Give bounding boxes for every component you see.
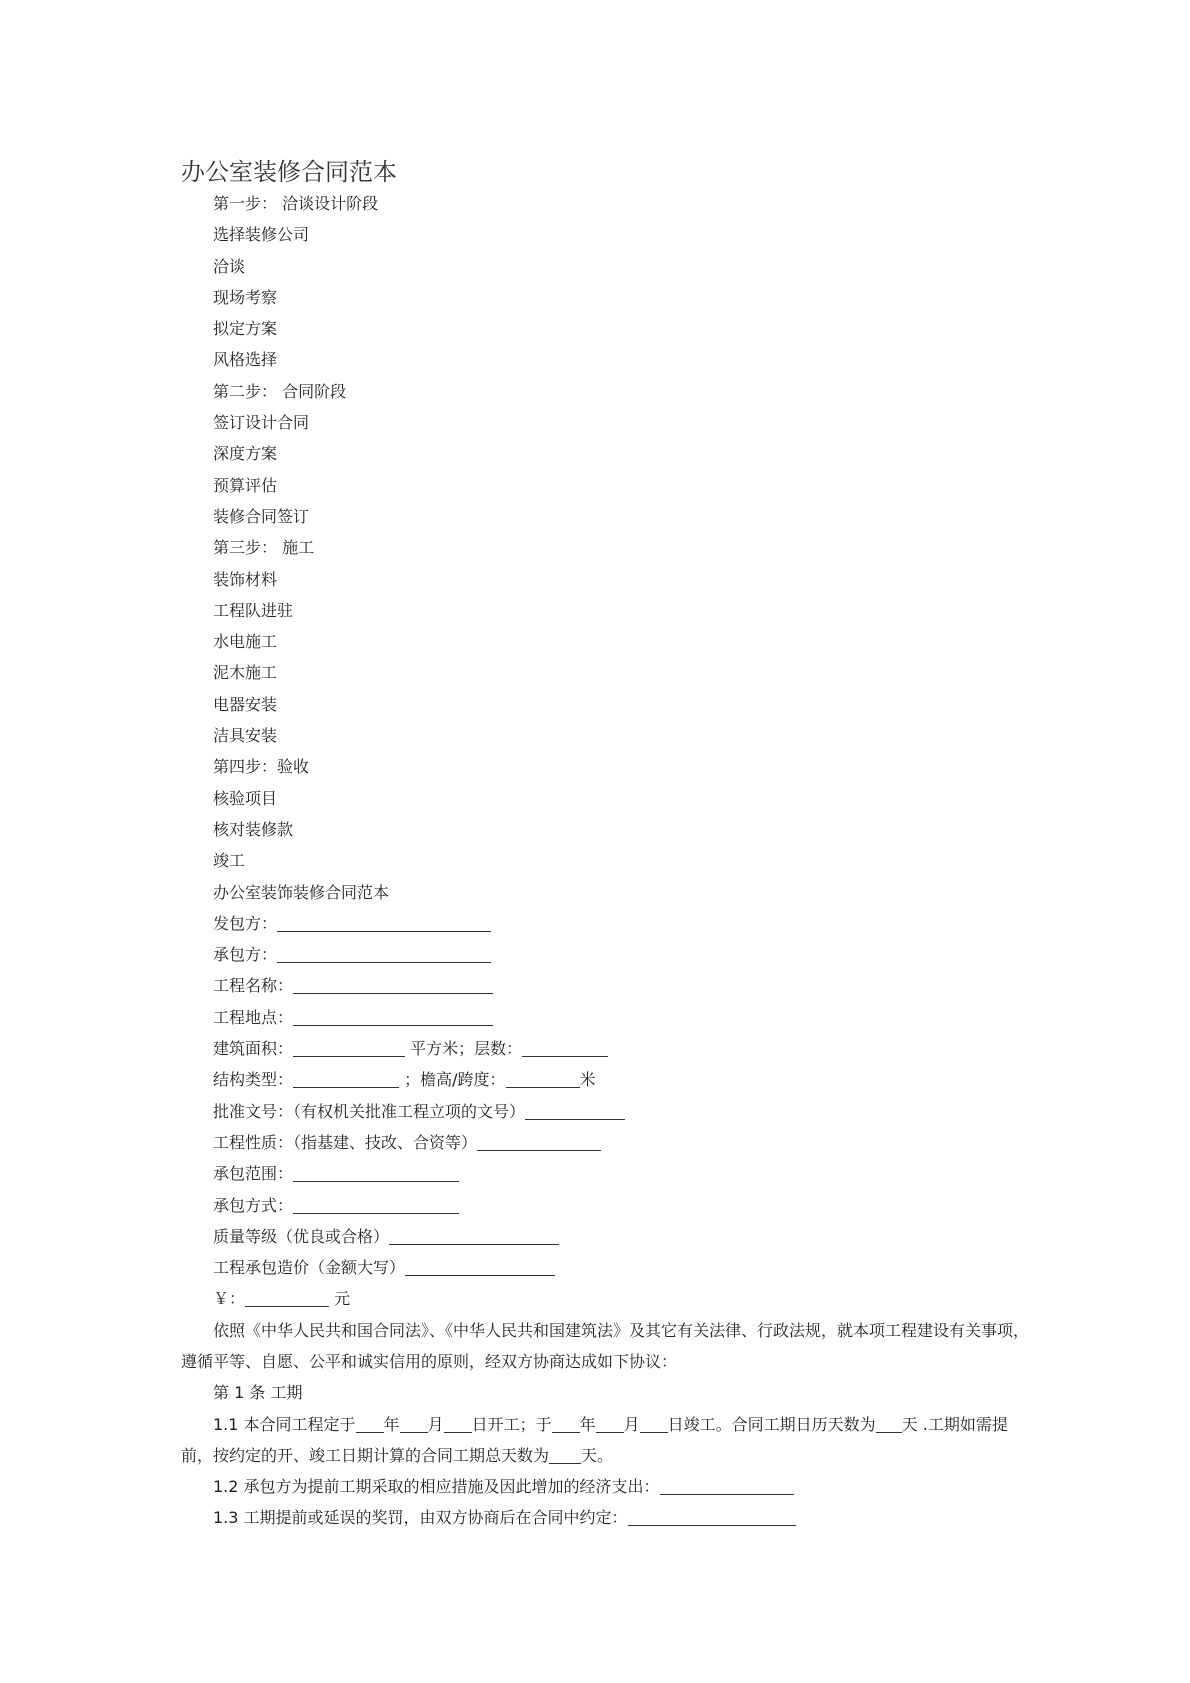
step-item: 洁具安装: [213, 726, 278, 746]
fill-blank[interactable]: [477, 1130, 601, 1151]
fill-blank[interactable]: [400, 1412, 428, 1433]
fill-blank[interactable]: [628, 1505, 796, 1526]
fill-blank[interactable]: [596, 1412, 624, 1433]
step-item: 水电施工: [213, 632, 278, 652]
fill-blank[interactable]: [293, 1193, 459, 1214]
form-field-price-number: ￥： 元: [181, 1283, 1021, 1314]
paragraph-line: 依照《中华人民共和国合同法》、《中华人民共和国建筑法》及其它有关法律、行政法规，就本项工程建设有关事项，: [213, 1320, 1030, 1340]
step-item: 竣工: [213, 851, 246, 871]
form-field-approval-no: 批准文号：（有权机关批准工程立项的文号）: [181, 1096, 1021, 1127]
form-field-area-floors: 建筑面积： 平方米；层数：: [181, 1033, 1021, 1064]
fill-blank[interactable]: [293, 1067, 399, 1088]
step-item: 风格选择: [213, 350, 278, 370]
form-field-project-location: 工程地点：: [181, 1002, 1021, 1033]
step-item: 现场考察: [213, 287, 278, 307]
article-heading: 第 1 条 工期: [213, 1383, 303, 1403]
fill-blank[interactable]: [245, 1286, 329, 1307]
form-field-scope: 承包范围：: [181, 1158, 1021, 1189]
fill-blank[interactable]: [389, 1224, 559, 1245]
form-field-quality: 质量等级（优良或合格）: [181, 1221, 1021, 1252]
form-field-method: 承包方式：: [181, 1190, 1021, 1221]
fill-blank[interactable]: [506, 1067, 580, 1088]
form-field-contractor: 承包方：: [181, 939, 1021, 970]
fill-blank[interactable]: [277, 911, 491, 932]
form-field-price-words: 工程承包造价（金额大写）: [181, 1252, 1021, 1283]
fill-blank[interactable]: [444, 1412, 472, 1433]
fill-blank[interactable]: [356, 1412, 384, 1433]
form-field-employer: 发包方：: [181, 908, 1021, 939]
step-item: 核对装修款: [213, 819, 294, 839]
step-heading: 第三步： 施工: [213, 538, 315, 558]
clause-1-1-continued: 前，按约定的开、竣工日期计算的合同工期总天数为 天。: [181, 1440, 1021, 1471]
fill-blank[interactable]: [405, 1255, 555, 1276]
fill-blank[interactable]: [522, 1036, 608, 1057]
step-item: 拟定方案: [213, 319, 278, 339]
document-body: [181, 188, 1030, 1534]
fill-blank[interactable]: [293, 1036, 405, 1057]
fill-blank[interactable]: [293, 1161, 459, 1182]
step-item: 电器安装: [213, 694, 278, 714]
fill-blank[interactable]: [552, 1412, 580, 1433]
clause-1-3: 1.3 工期提前或延误的奖罚，由双方协商后在合同中约定：: [181, 1502, 1021, 1533]
step-item: 工程队进驻: [213, 600, 294, 620]
form-field-project-name: 工程名称：: [181, 970, 1021, 1001]
fill-blank[interactable]: [876, 1412, 902, 1433]
fill-blank[interactable]: [525, 1099, 625, 1120]
page-title: 办公室装修合同范本: [181, 158, 397, 186]
step-item: 预算评估: [213, 475, 278, 495]
clause-1-1: 1.1 本合同工程定于 年 月 日开工；于 年 月 日竣工。合同工期日历天数为 天 .工期如需提: [181, 1409, 1021, 1440]
step-item: 深度方案: [213, 444, 278, 464]
paragraph-line: 遵循平等、自愿、公平和诚实信用的原则，经双方协商达成如下协议：: [181, 1351, 678, 1371]
fill-blank[interactable]: [660, 1474, 794, 1495]
step-item: 泥木施工: [213, 663, 278, 683]
step-item: 装饰材料: [213, 569, 278, 589]
form-field-structure: 结构类型： ；檐高/跨度： 米: [181, 1064, 1021, 1095]
step-heading: 第二步： 合同阶段: [213, 381, 347, 401]
step-heading: 第一步： 洽谈设计阶段: [213, 194, 379, 213]
step-item: 洽谈: [213, 256, 246, 276]
contract-subtitle: 办公室装饰装修合同范本: [213, 882, 390, 902]
form-field-project-nature: 工程性质：（指基建、技改、合资等）: [181, 1127, 1021, 1158]
step-item: 签订设计合同: [213, 413, 310, 433]
step-item: 核验项目: [213, 788, 278, 808]
step-item: 选择装修公司: [213, 225, 310, 245]
step-heading: 第四步：验收: [213, 757, 310, 777]
fill-blank[interactable]: [293, 1005, 493, 1026]
fill-blank[interactable]: [640, 1412, 668, 1433]
fill-blank[interactable]: [293, 973, 493, 994]
fill-blank[interactable]: [549, 1443, 581, 1464]
fill-blank[interactable]: [277, 942, 491, 963]
clause-1-2: 1.2 承包方为提前工期采取的相应措施及因此增加的经济支出：: [181, 1471, 1021, 1502]
step-item: 装修合同签订: [213, 506, 310, 526]
